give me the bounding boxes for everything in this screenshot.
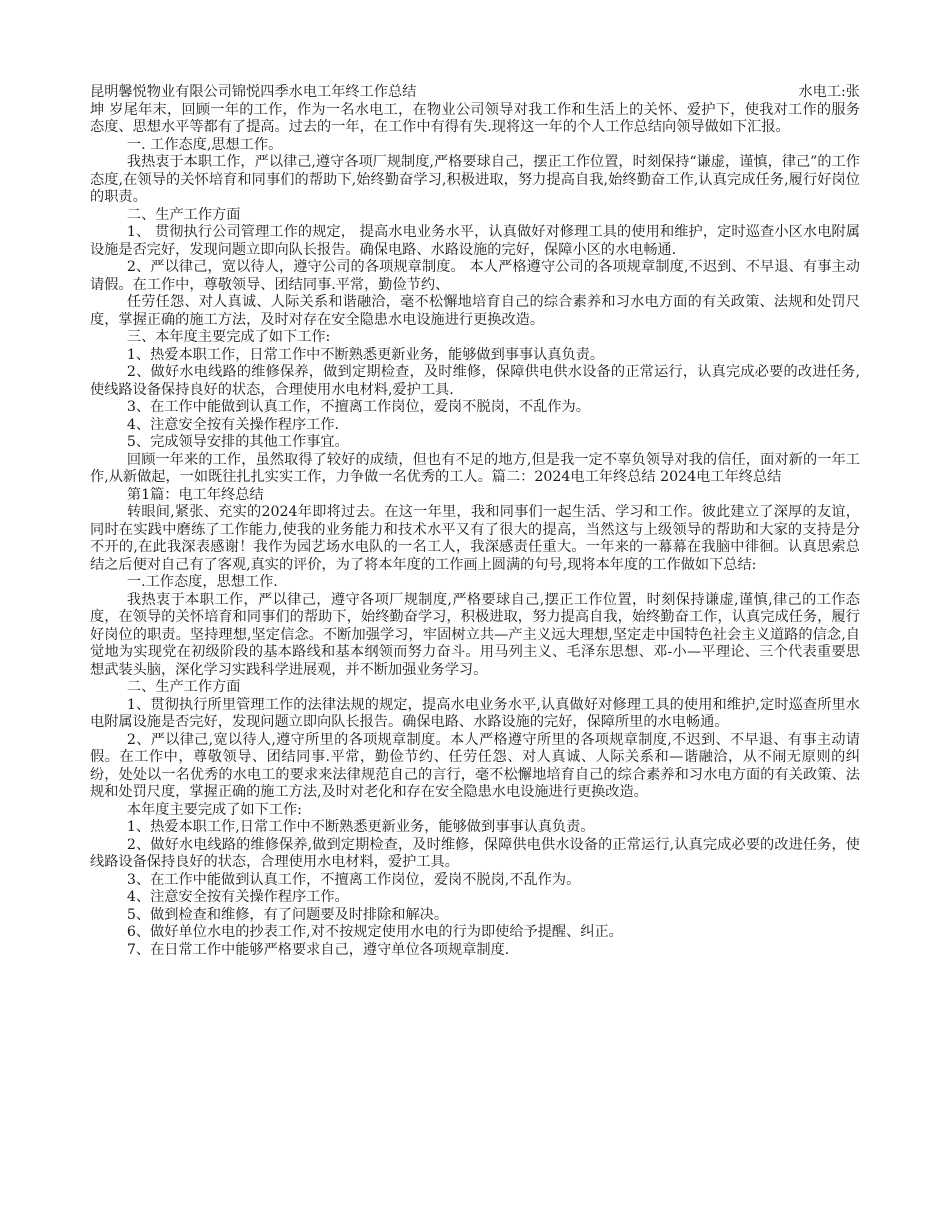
paragraph: 5、完成领导安排的其他工作事宜。 xyxy=(126,434,349,450)
paragraph: 1、热爱本职工作,日常工作中不断熟悉更新业务，能够做到事事认真负责。 xyxy=(126,819,595,835)
paragraph: 第1篇：电工年终总结 xyxy=(126,486,264,503)
paragraph: 我热衷于本职工作，严以律己,遵守各项厂规制度,严格要球自己，摆正工作位置，时刻保持“谦虚，谨慎，律己”的工作态度,在领导的关怀培育和同事们的帮助下,始终勤奋学习,积极进取，努力提高自我,始终勤奋工作,认真完成任务,履行好岗位的职责。 xyxy=(90,154,860,205)
paragraph: 任劳任怨、对人真诚、人际关系和谐融洽，毫不松懈地培育自己的综合素养和习水电方面的有关政策、法规和处罚尺度，掌握正确的施工方法，及时对存在安全隐患水电设施进行更换改造。 xyxy=(90,294,860,328)
paragraph: 4、注意安全按有关操作程序工作。 xyxy=(126,889,349,905)
paragraph: 3、在工作中能做到认真工作，不擅离工作岗位，爱岗不脱岗，不乱作为。 xyxy=(126,399,590,415)
paragraph: 我热衷于本职工作，严以律己，遵守各项厂规制度,严格要球自己,摆正工作位置，时刻保持谦虚,谨慎,律己的工作态度，在领导的关怀培育和同事们的帮助下，始终勤奋学习，积极进取，努力提高自我，始终勤奋工作，认真完成任务，履行好岗位的职责。坚持理想,坚定信念。不断加强学习，牢固树立共—产主义远大理想,坚定走中国特色社会主义道路的信念,自觉地为实现党在初级阶段的基本路线和基本纲领而努力奋斗。用马列主义、毛泽东思想、邓-小—平理论、三个代表重要思想武装头脑，深化学习实践科学进展观，并不断加强业务学习。 xyxy=(90,591,860,678)
title-line xyxy=(90,84,860,102)
author-label: 水电工:张 xyxy=(798,84,860,100)
paragraph: 2、做好水电线路的维修保养，做到定期检查，及时维修，保障供电供水设备的正常运行，认真完成必要的改进任务,使线路设备保持良好的状态，合理使用水电材料,爱护工具. xyxy=(90,364,860,398)
paragraph: 4、注意安全按有关操作程序工作. xyxy=(126,416,340,433)
paragraph: 一. 工作态度,思想工作。 xyxy=(126,136,283,153)
paragraph: 转眼间,紧张、充实的2024年即将过去。在这一年里，我和同事们一起生活、学习和工作。彼此建立了深厚的友谊，同时在实践中磨练了工作能力,使我的业务能力和技术水平又有了很大的提高，当然这与上级领导的帮助和大家的支持是分不开的,在此我深表感谢！我作为园艺场水电队的一名工人，我深感责任重大。一年来的一幕幕在我脑中徘徊。认真思索总结之后便对自己有了客观,真实的评价，为了将本年度的工作画上圆满的句号,现将本年度的工作做如下总结: xyxy=(90,504,860,573)
paragraph: 6、做好单位水电的抄表工作,对不按规定使用水电的行为即使给予提醒、纠正。 xyxy=(126,924,623,940)
document-body xyxy=(90,102,860,960)
paragraph: 回顾一年来的工作，虽然取得了较好的成绩，但也有不足的地方,但是我一定不辜负领导对我的信任，面对新的一年工作,从新做起，一如既往扎扎实实工作，力争做一名优秀的工人。篇二：2024电工年终总结 2024电工年终总结 xyxy=(90,451,860,485)
paragraph: 二、生产工作方面 xyxy=(126,206,241,223)
paragraph: 1、贯彻执行所里管理工作的法律法规的规定，提高水电业务水平,认真做好对修理工具的使用和维护,定时巡查所里水电附属设施是否完好，发现问题立即向队长报告。确保电路、水路设施的完好，保障所里的水电畅通。 xyxy=(90,696,860,730)
paragraph: 二、生产工作方面 xyxy=(126,679,241,695)
paragraph: 三、本年度主要完成了如下工作: xyxy=(126,329,331,345)
paragraph: 1、热爱本职工作，日常工作中不断熟悉更新业务，能够做到事事认真负责。 xyxy=(126,346,605,363)
paragraph: 2、严以律己，宽以待人，遵守公司的各项规章制度。 本人严格遵守公司的各项规章制度,不迟到、不早退、有事主动请假。在工作中，尊敬领导、团结同事.平常，勤俭节约、 xyxy=(90,259,860,293)
paragraph: 本年度主要完成了如下工作: xyxy=(126,801,302,818)
paragraph: 5、做到检查和维修，有了问题要及时排除和解决。 xyxy=(126,906,449,923)
paragraph: 2、做好水电线路的维修保养,做到定期检查，及时维修，保障供电供水设备的正常运行,认真完成必要的改进任务，使线路设备保持良好的状态，合理使用水电材料，爱护工具。 xyxy=(90,836,860,870)
document-title: 昆明馨悦物业有限公司锦悦四季水电工年终工作总结 xyxy=(90,84,417,100)
paragraph: 3、在工作中能做到认真工作，不擅离工作岗位，爱岗不脱岗,不乱作为。 xyxy=(126,871,581,888)
paragraph: 一.工作态度，思想工作. xyxy=(126,574,278,590)
paragraph: 7、在日常工作中能够严格要求自己，遵守单位各项规章制度. xyxy=(126,941,510,958)
paragraph: 坤 岁尾年末，回顾一年的工作，作为一名水电工，在物业公司领导对我工作和生活上的关怀、爱护下，使我对工作的服务态度、思想水平等都有了提高。过去的一年，在工作中有得有失.现将这一年的个人工作总结向领导做如下汇报。 xyxy=(90,101,860,135)
paragraph: 2、严以律己,宽以待人,遵守所里的各项规章制度。本人严格遵守所里的各项规章制度,不迟到、不早退、有事主动请假。在工作中，尊敬领导、团结同事.平常，勤俭节约、任劳任怨、对人真诚、人际关系和—谐融洽，从不闹无原则的纠纷，处处以一名优秀的水电工的要求来法律规范自己的言行，毫不松懈地培育自己的综合素养和习水电方面的有关政策、法规和处罚尺度，掌握正确的施工方法,及时对老化和存在安全隐患水电设施进行更换改造。 xyxy=(90,731,860,800)
paragraph: 1、 贯彻执行公司管理工作的规定， 提高水电业务水平，认真做好对修理工具的使用和维护，定时巡查小区水电附属设施是否完好，发现问题立即向队长报告。确保电路、水路设施的完好，保障小区的水电畅通. xyxy=(90,224,860,258)
